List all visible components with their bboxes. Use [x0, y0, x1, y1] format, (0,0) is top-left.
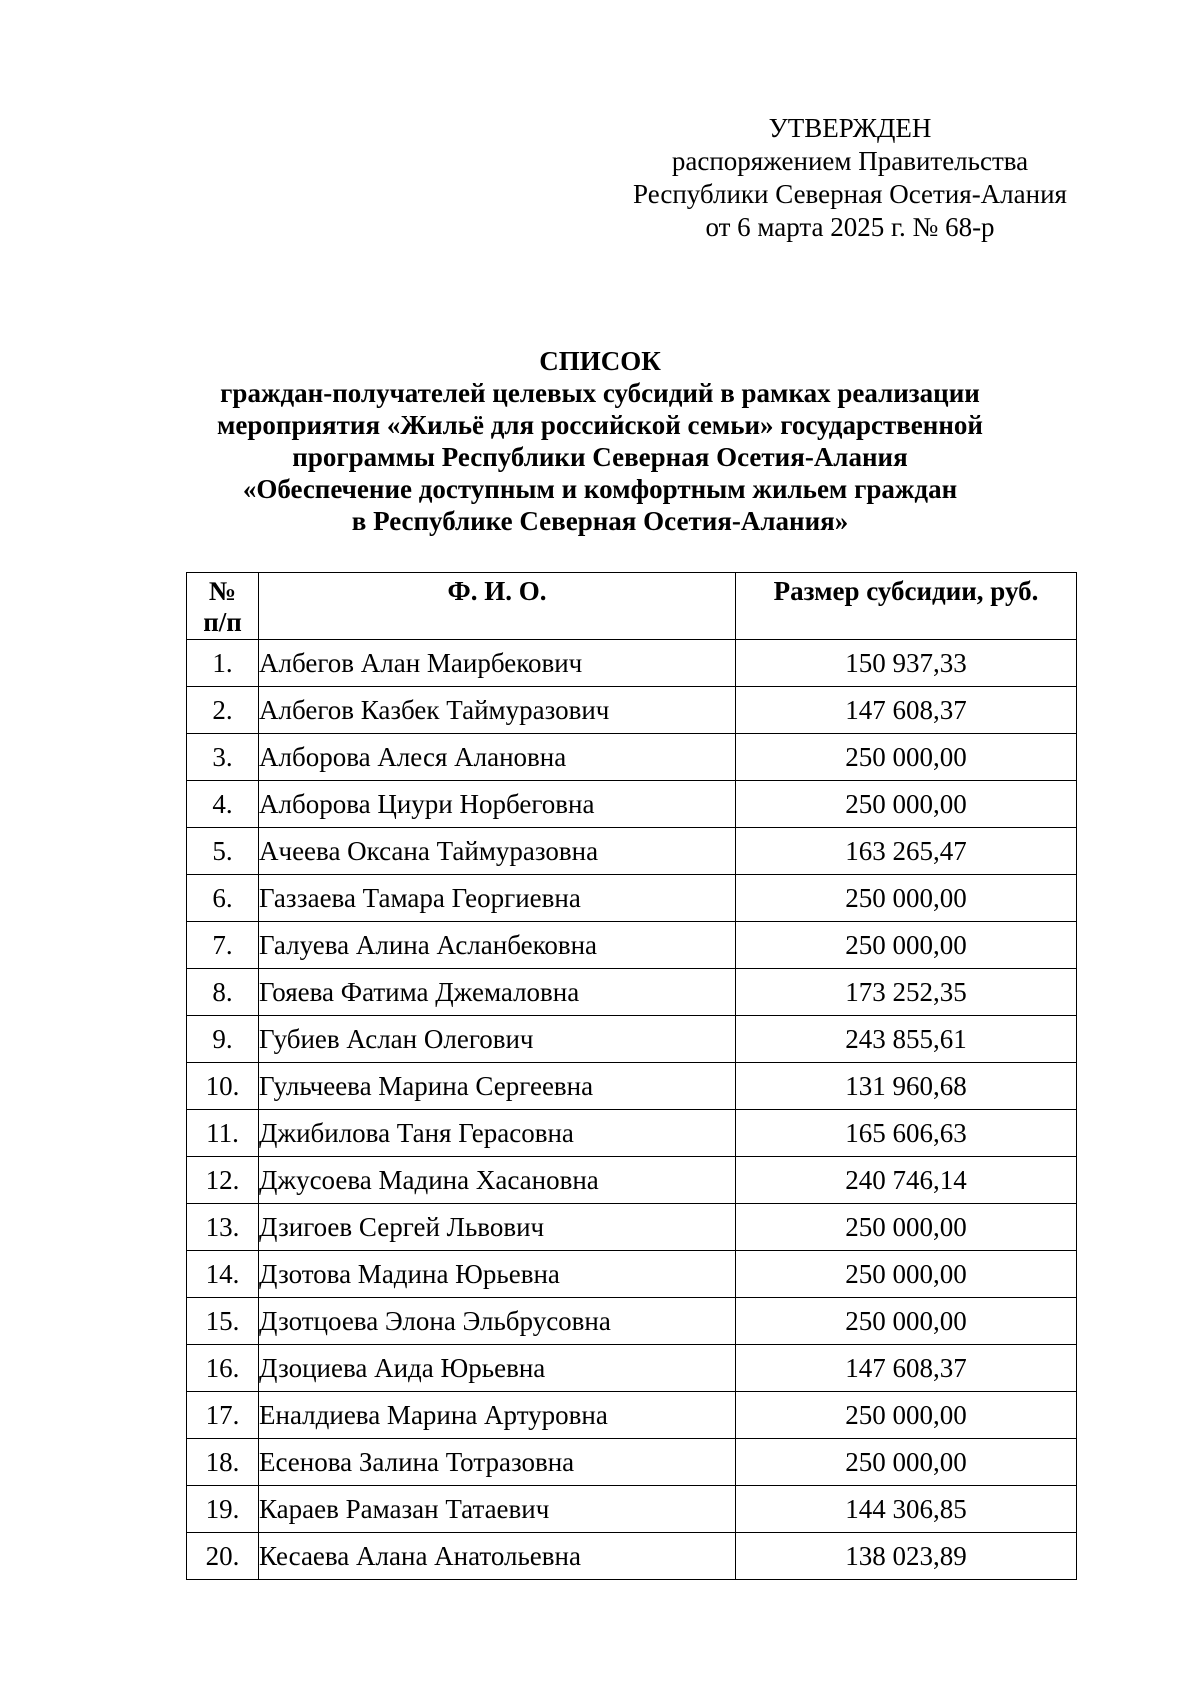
table-row: [187, 1251, 1077, 1298]
table-body: [187, 640, 1077, 1580]
table-row: [187, 1157, 1077, 1204]
subsidy-amount: 240 746,14: [736, 1157, 1077, 1204]
table-row: [187, 1016, 1077, 1063]
title-line: «Обеспечение доступным и комфортным жильем граждан: [242, 474, 958, 504]
document-title: [120, 345, 1080, 537]
row-number: 4.: [187, 781, 259, 828]
recipient-name: Галуева Алина Асланбековна: [259, 922, 736, 969]
recipient-name: Джибилова Таня Герасовна: [259, 1110, 736, 1157]
subsidy-amount: 165 606,63: [736, 1110, 1077, 1157]
subsidy-amount: 163 265,47: [736, 828, 1077, 875]
table-row: [187, 969, 1077, 1016]
subsidy-amount: 243 855,61: [736, 1016, 1077, 1063]
approval-republic-line: Республики Северная Осетия-Алания: [633, 179, 1067, 209]
subsidy-amount: 250 000,00: [736, 734, 1077, 781]
subsidy-amount: 250 000,00: [736, 1392, 1077, 1439]
subsidy-amount: 131 960,68: [736, 1063, 1077, 1110]
table-row: [187, 875, 1077, 922]
approval-status: УТВЕРЖДЕН: [768, 113, 932, 143]
row-number: 11.: [187, 1110, 259, 1157]
approval-issuer-line: распоряжением Правительства: [671, 146, 1029, 176]
recipient-name: Ачеева Оксана Таймуразовна: [259, 828, 736, 875]
table-row: [187, 1486, 1077, 1533]
row-number: 13.: [187, 1204, 259, 1251]
recipient-name: Гульчеева Марина Сергеевна: [259, 1063, 736, 1110]
title-line: граждан-получателей целевых субсидий в рамках реализации: [220, 378, 980, 408]
recipient-name: Дзотова Мадина Юрьевна: [259, 1251, 736, 1298]
table-row: [187, 1110, 1077, 1157]
recipient-name: Газзаева Тамара Георгиевна: [259, 875, 736, 922]
row-number: 7.: [187, 922, 259, 969]
recipient-name: Албегов Алан Маирбекович: [259, 640, 736, 687]
recipient-name: Еналдиева Марина Артуровна: [259, 1392, 736, 1439]
recipient-name: Албегов Казбек Таймуразович: [259, 687, 736, 734]
recipient-name: Дзигоев Сергей Львович: [259, 1204, 736, 1251]
subsidies-table: [186, 572, 1077, 1580]
row-number: 6.: [187, 875, 259, 922]
subsidy-amount: 138 023,89: [736, 1533, 1077, 1580]
row-number: 2.: [187, 687, 259, 734]
title-line: в Республике Северная Осетия-Алания»: [351, 506, 849, 536]
recipient-name: Есенова Залина Тотразовна: [259, 1439, 736, 1486]
row-number: 20.: [187, 1533, 259, 1580]
table-header-row: [187, 573, 1077, 640]
row-number: 14.: [187, 1251, 259, 1298]
table-row: [187, 1439, 1077, 1486]
table-row: [187, 781, 1077, 828]
table-row: [187, 640, 1077, 687]
subsidy-amount: 250 000,00: [736, 1251, 1077, 1298]
recipient-name: Дзоциева Аида Юрьевна: [259, 1345, 736, 1392]
table-row: [187, 734, 1077, 781]
recipient-name: Джусоева Мадина Хасановна: [259, 1157, 736, 1204]
recipient-name: Кесаева Алана Анатольевна: [259, 1533, 736, 1580]
table-row: [187, 1392, 1077, 1439]
row-number: 17.: [187, 1392, 259, 1439]
row-number: 8.: [187, 969, 259, 1016]
subsidy-amount: 144 306,85: [736, 1486, 1077, 1533]
row-number: 9.: [187, 1016, 259, 1063]
header-full-name: Ф. И. О.: [259, 573, 736, 640]
header-number-abbr: п/п: [203, 607, 242, 637]
table-row: [187, 1298, 1077, 1345]
row-number: 10.: [187, 1063, 259, 1110]
recipient-name: Алборова Алеся Алановна: [259, 734, 736, 781]
recipient-name: Губиев Аслан Олегович: [259, 1016, 736, 1063]
table-row: [187, 828, 1077, 875]
table-row: [187, 1345, 1077, 1392]
title-line: мероприятия «Жильё для российской семьи» государственной: [217, 410, 983, 440]
subsidy-amount: 250 000,00: [736, 781, 1077, 828]
row-number: 12.: [187, 1157, 259, 1204]
header-number: [187, 573, 259, 640]
subsidy-amount: 173 252,35: [736, 969, 1077, 1016]
recipient-name: Караев Рамазан Татаевич: [259, 1486, 736, 1533]
header-subsidy-amount: Размер субсидии, руб.: [736, 573, 1077, 640]
approval-date-number: от 6 марта 2025 г. № 68-р: [705, 212, 995, 242]
table-row: [187, 1063, 1077, 1110]
recipient-name: Алборова Циури Норбеговна: [259, 781, 736, 828]
recipient-name: Гояева Фатима Джемаловна: [259, 969, 736, 1016]
subsidy-amount: 147 608,37: [736, 687, 1077, 734]
row-number: 5.: [187, 828, 259, 875]
subsidy-amount: 250 000,00: [736, 1298, 1077, 1345]
table-row: [187, 1533, 1077, 1580]
subsidy-amount: 250 000,00: [736, 1204, 1077, 1251]
subsidy-amount: 147 608,37: [736, 1345, 1077, 1392]
subsidy-amount: 150 937,33: [736, 640, 1077, 687]
table-row: [187, 1204, 1077, 1251]
title-heading: СПИСОК: [539, 346, 661, 376]
header-number-symbol: №: [208, 576, 237, 606]
table-row: [187, 922, 1077, 969]
subsidy-amount: 250 000,00: [736, 875, 1077, 922]
row-number: 15.: [187, 1298, 259, 1345]
row-number: 16.: [187, 1345, 259, 1392]
approval-block: [620, 112, 1080, 244]
row-number: 3.: [187, 734, 259, 781]
subsidy-amount: 250 000,00: [736, 922, 1077, 969]
row-number: 19.: [187, 1486, 259, 1533]
recipient-name: Дзотцоева Элона Эльбрусовна: [259, 1298, 736, 1345]
subsidy-amount: 250 000,00: [736, 1439, 1077, 1486]
row-number: 1.: [187, 640, 259, 687]
row-number: 18.: [187, 1439, 259, 1486]
title-line: программы Республики Северная Осетия-Алания: [292, 442, 908, 472]
table-row: [187, 687, 1077, 734]
